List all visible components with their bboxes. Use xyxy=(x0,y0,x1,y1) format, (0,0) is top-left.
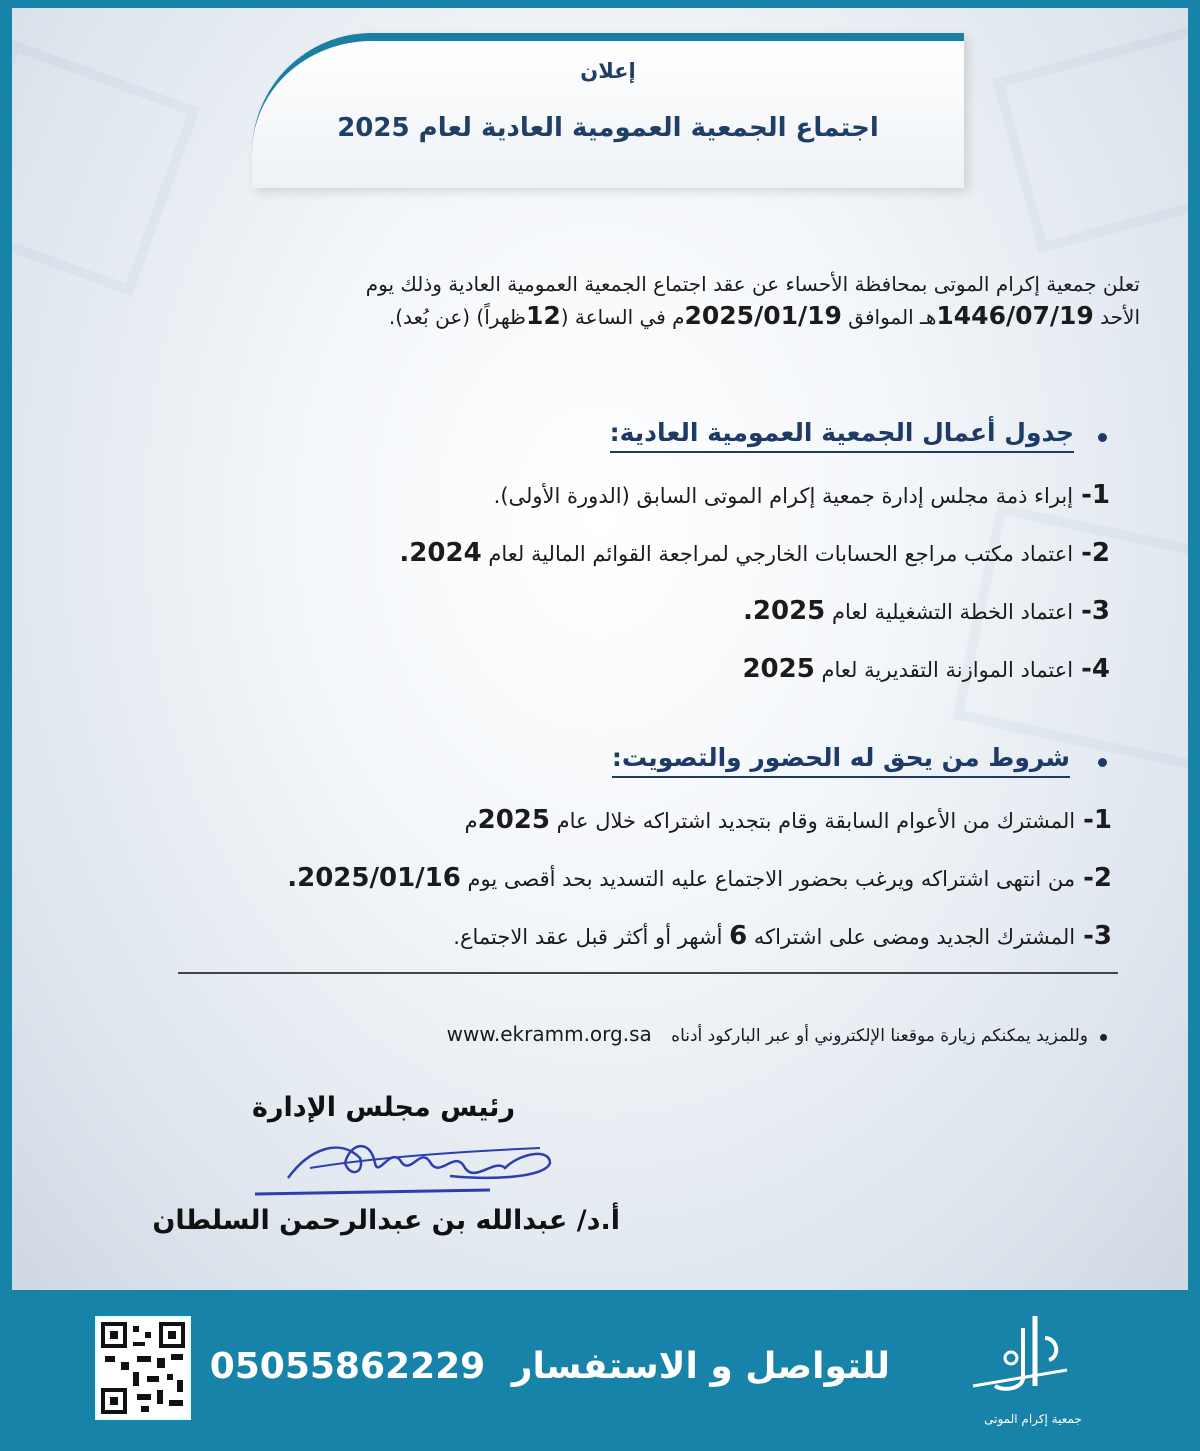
agenda-item: 3-اعتماد الخطة التشغيلية لعام 2025. xyxy=(743,596,1110,626)
background-pattern xyxy=(12,40,200,296)
meeting-hour: 12 xyxy=(525,301,561,330)
association-logo-icon xyxy=(965,1308,1075,1408)
signature-image xyxy=(250,1128,560,1203)
bullet-icon xyxy=(1098,433,1107,442)
agenda-heading: جدول أعمال الجمعية العمومية العادية: xyxy=(610,418,1074,453)
intro-paragraph xyxy=(60,268,1140,333)
announcement-label: إعلان xyxy=(580,59,636,83)
intro-line-1: تعلن جمعية إكرام الموتى بمحافظة الأحساء عن عقد اجتماع الجمعية العمومية العادية وذلك يوم xyxy=(365,272,1140,296)
announcement-title: اجتماع الجمعية العمومية العادية لعام 2025 xyxy=(337,113,879,143)
qr-code-graphic xyxy=(97,1318,189,1418)
phone-number[interactable]: 05055862229 xyxy=(209,1346,486,1387)
intro-line-2: الأحد 1446/07/19هـ الموافق 2025/01/19م في الساعة (12ظهراً) (عن بُعد). xyxy=(388,301,1140,330)
announcement-card xyxy=(12,8,1188,1290)
more-info-text: وللمزيد يمكنكم زيارة موقعنا الإلكتروني أو عبر الباركود أدناه xyxy=(671,1026,1088,1046)
divider xyxy=(178,972,1118,974)
hijri-date: 1446/07/19 xyxy=(936,301,1094,330)
contact-label: للتواصل و الاستفسار xyxy=(511,1346,890,1387)
agenda-item: 4-اعتماد الموازنة التقديرية لعام 2025 xyxy=(742,654,1110,684)
more-info-line xyxy=(447,1022,1088,1046)
agenda-item: 2-اعتماد مكتب مراجع الحسابات الخارجي لمراجعة القوائم المالية لعام 2024. xyxy=(399,538,1110,568)
title-banner xyxy=(252,33,964,188)
condition-item: 3-المشترك الجديد ومضى على اشتراكه 6 أشهر أو أكثر قبل عقد الاجتماع. xyxy=(453,921,1112,951)
logo-caption: جمعية إكرام الموتى xyxy=(984,1412,1082,1426)
signature-title: رئيس مجلس الإدارة xyxy=(252,1092,515,1123)
website-link[interactable]: www.ekramm.org.sa xyxy=(446,1022,652,1046)
conditions-heading-wrap xyxy=(612,743,1070,772)
condition-item: 1-المشترك من الأعوام السابقة وقام بتجديد اشتراكه خلال عام 2025م xyxy=(464,805,1112,835)
contact-line xyxy=(209,1346,890,1387)
bullet-icon xyxy=(1100,1034,1107,1041)
gregorian-date: 2025/01/19 xyxy=(684,301,842,330)
qr-code-icon[interactable] xyxy=(95,1316,191,1420)
signatory-name: أ.د/ عبدالله بن عبدالرحمن السلطان xyxy=(152,1205,620,1236)
bullet-icon xyxy=(1098,758,1107,767)
condition-item: 2-من انتهى اشتراكه ويرغب بحضور الاجتماع عليه التسديد بحد أقصى يوم 2025/01/16. xyxy=(287,863,1112,893)
background-pattern xyxy=(992,23,1188,254)
conditions-heading: شروط من يحق له الحضور والتصويت: xyxy=(612,743,1070,778)
agenda-heading-wrap xyxy=(610,418,1074,447)
agenda-item: 1-إبراء ذمة مجلس إدارة جمعية إكرام الموتى السابق (الدورة الأولى). xyxy=(493,480,1110,510)
